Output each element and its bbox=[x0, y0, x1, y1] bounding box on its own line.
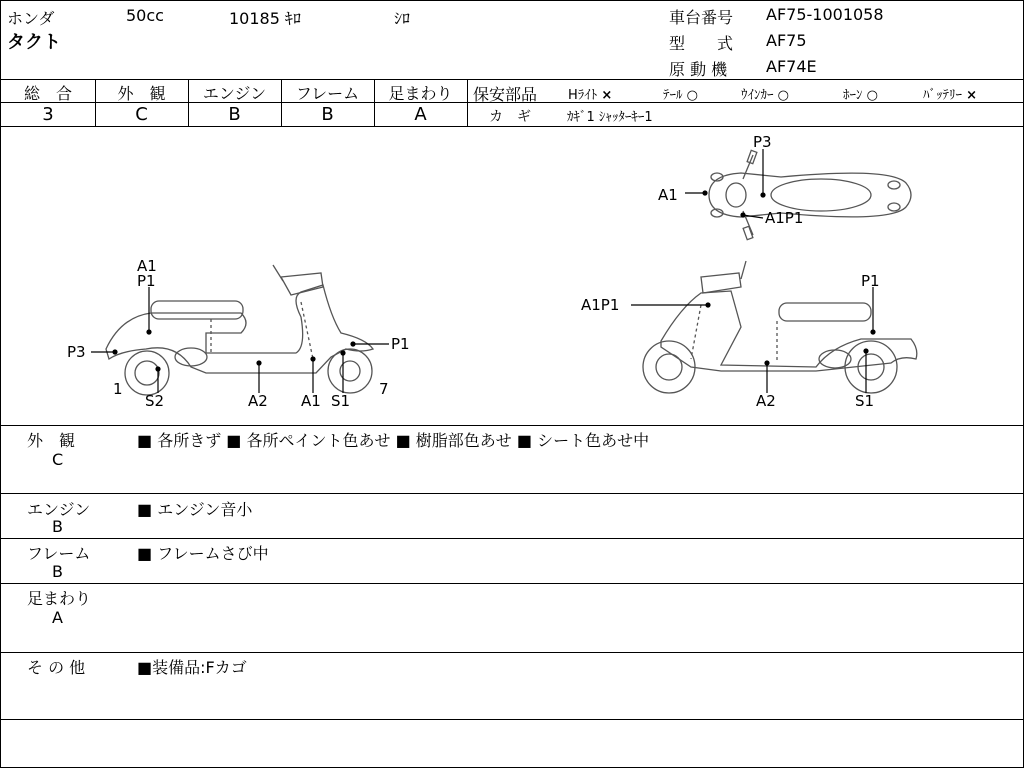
grade-overall-label: 総 合 bbox=[23, 84, 72, 103]
note-other-label: そ の 他 bbox=[27, 658, 86, 677]
engine-value: AF74E bbox=[766, 57, 817, 76]
safety-horn: ﾎｰﾝ ○ bbox=[843, 88, 878, 103]
model-name: タクト bbox=[7, 32, 61, 53]
safety-label: 保安部品 bbox=[473, 85, 538, 104]
safety-battery: ﾊﾞｯﾃﾘｰ × bbox=[923, 88, 978, 103]
note-exterior-text: ■ 各所きず ■ 各所ペイント色あせ ■ 樹脂部色あせ ■ シート色あせ中 bbox=[137, 431, 650, 450]
label-left-1: 1 bbox=[113, 380, 123, 398]
displacement: 50cc bbox=[126, 6, 164, 25]
grade-overall-value: 3 bbox=[42, 104, 54, 125]
label-left-s1: S1 bbox=[331, 392, 351, 410]
note-engine-label: エンジン bbox=[27, 500, 91, 519]
color: ｼﾛ bbox=[394, 9, 411, 28]
frame-no: AF75-1001058 bbox=[766, 5, 884, 24]
label-left-a2: A2 bbox=[248, 392, 268, 410]
label-top-a1p1: A1P1 bbox=[765, 209, 804, 227]
note-other-text: ■装備品:Fカゴ bbox=[137, 658, 247, 677]
scooter-diagram bbox=[1, 127, 1023, 425]
label-left-p1-right: P1 bbox=[391, 335, 410, 353]
grade-frame-value: B bbox=[321, 104, 334, 125]
note-frame-text: ■ フレームさび中 bbox=[137, 544, 269, 563]
note-exterior-label: 外 観 bbox=[27, 431, 76, 450]
safety-tail: ﾃｰﾙ ○ bbox=[663, 88, 698, 103]
mileage: 10185 ｷﾛ bbox=[229, 9, 301, 28]
grade-engine-label: エンジン bbox=[202, 84, 267, 103]
grade-suspension-label: 足まわり bbox=[388, 84, 453, 103]
note-frame-grade: B bbox=[52, 562, 63, 581]
label-left-s2: S2 bbox=[145, 392, 165, 410]
label-left-7: 7 bbox=[379, 380, 389, 398]
label-right-a1p1: A1P1 bbox=[581, 296, 620, 314]
safety-winker: ｳｲﾝｶｰ ○ bbox=[741, 88, 789, 103]
type-value: AF75 bbox=[766, 31, 807, 50]
note-frame-label: フレーム bbox=[27, 544, 91, 563]
note-exterior-grade: C bbox=[52, 450, 64, 469]
key-value: ｶｷﾞ1 ｼｬｯﾀｰｷｰ1 bbox=[567, 110, 653, 125]
grade-suspension-value: A bbox=[414, 104, 427, 125]
grade-frame-label: フレーム bbox=[295, 84, 360, 103]
key-label: カ ギ bbox=[489, 109, 531, 125]
label-left-p1: P1 bbox=[137, 272, 156, 290]
note-engine-text: ■ エンジン音小 bbox=[137, 500, 253, 519]
label-left-a1: A1 bbox=[137, 257, 157, 275]
grade-exterior-label: 外 観 bbox=[117, 84, 166, 103]
label-right-s1: S1 bbox=[855, 392, 875, 410]
label-left-a1-bottom: A1 bbox=[301, 392, 321, 410]
grade-exterior-value: C bbox=[135, 104, 148, 125]
label-left-p3: P3 bbox=[67, 343, 86, 361]
top-view-scooter bbox=[709, 150, 911, 239]
label-right-p1: P1 bbox=[861, 272, 880, 290]
type-label: 型 式 bbox=[669, 34, 734, 53]
maker: ホンダ bbox=[7, 9, 55, 28]
label-right-a2: A2 bbox=[756, 392, 776, 410]
label-top-p3: P3 bbox=[753, 133, 772, 151]
note-suspension-grade: A bbox=[52, 608, 63, 627]
note-suspension-label: 足まわり bbox=[27, 589, 92, 608]
frame-no-label: 車台番号 bbox=[669, 8, 734, 27]
note-engine-grade: B bbox=[52, 517, 63, 536]
grade-engine-value: B bbox=[228, 104, 241, 125]
safety-hlight: Hﾗｲﾄ × bbox=[568, 88, 613, 103]
label-top-a1: A1 bbox=[658, 186, 678, 204]
engine-label: 原 動 機 bbox=[669, 60, 728, 79]
